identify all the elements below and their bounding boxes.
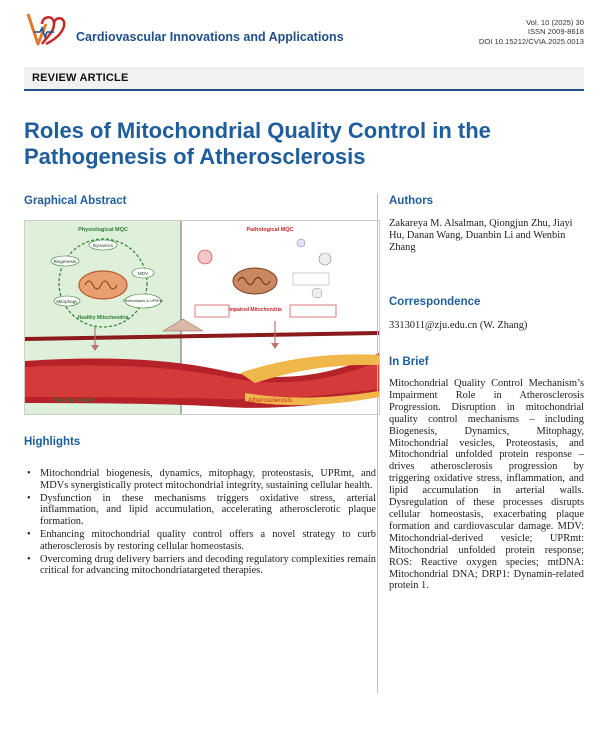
article-type: REVIEW ARTICLE (32, 72, 129, 84)
highlight-item: • Dysfunction in these mechanisms triggers oxidative stress, arterial inflammation, and lipid accumulation, accelerating atherosclerotic plaque formation. (24, 493, 376, 528)
article-title: Roles of Mitochondrial Quality Control in the Pathogenesis of Atherosclerosis (24, 118, 491, 169)
article-type-bar (24, 67, 584, 91)
correspondence-email[interactable]: 3313011@zju.edu.cn (W. Zhang) (389, 320, 528, 331)
node-dynamics: Dynamics (92, 243, 114, 248)
highlight-item: • Enhancing mitochondrial quality control offers a novel strategy to curb atherosclerosis by restoring cellular homeostasis. (24, 529, 376, 553)
highlights-heading: Highlights (24, 436, 81, 448)
authors-list: Zakareya M. Alsalman, Qiongjun Zhu, Jiayi Hu, Danan Wang, Duanbin Li and Wenbin Zhang (389, 218, 573, 253)
highlight-item: • Overcoming drug delivery barriers and decoding regulatory complexities remain critical for advancing mitochondriatargeted therapies. (24, 554, 376, 578)
node-proteostasis: Proteostasis & UPRmt (123, 298, 163, 303)
highlights-list (24, 468, 376, 578)
correspondence-heading: Correspondence (389, 296, 481, 308)
graphical-abstract-figure (24, 220, 380, 415)
journal-header (24, 10, 584, 52)
graphical-abstract-illustration (25, 221, 379, 414)
journal-name: Cardiovascular Innovations and Applications (76, 30, 344, 44)
node-biogenesis: Biogenesis (53, 259, 77, 264)
atherosclerosis-label: Atherosclerosis (247, 397, 293, 404)
pathological-mqc-label: Pathological MQC (246, 227, 294, 233)
node-mitophagy: Mitophagy (56, 299, 78, 304)
doi-info: DOI 10.15212/CVIA.2025.0013 (478, 36, 584, 46)
graphical-abstract-heading: Graphical Abstract (24, 195, 127, 207)
impaired-mitochondria-label: Impaired Mitochondria (228, 307, 282, 313)
in-brief-text: Mitochondrial Quality Control Mechanism’s Impairment Role in Atherosclerosis Progression. Disruption in mitochondrial quality control mechanisms – including Biogenesis, Dynamics, Mitophagy, Mitochondrial vesicles, Proteostasis, and Mitochondrial unfolded protein response – drives atherosclerosis progression by triggering oxidative stress, inflammation, and lipid accumulation in arterial walls. Dysregulation of these processes disrupts cellular homeostasis, exacerbating plaque formation and cardiovascular damage. MDV: Mitochondrial-derived vesicle; UPRmt: Mitochondrial unfolded protein response; ROS: Reactive oxygen species; mtDNA: Mitochondrial DNA; DRP1: Dynamin-related protein 1. (389, 378, 584, 592)
volume-info: Vol. 10 (2025) 30 (526, 18, 584, 27)
authors-heading: Authors (389, 195, 434, 207)
journal-meta (479, 18, 584, 46)
in-brief-heading: In Brief (389, 356, 429, 368)
healthy-artery-label: Healthy artery (52, 397, 94, 404)
highlight-item: • Mitochondrial biogenesis, dynamics, mitophagy, proteostasis, UPRmt, and MDVs synergistically protect mitochondrial integrity, sustaining cellular health. (24, 468, 376, 492)
column-divider (377, 193, 378, 693)
healthy-mitochondria-label: Healthy Mitochondria (77, 315, 129, 321)
journal-logo-icon (24, 10, 68, 50)
issn-info: ISSN 2009-8618 (527, 27, 584, 37)
node-mdv: MDV (137, 271, 149, 276)
physiological-mqc-label: Physiological MQC (78, 227, 128, 233)
